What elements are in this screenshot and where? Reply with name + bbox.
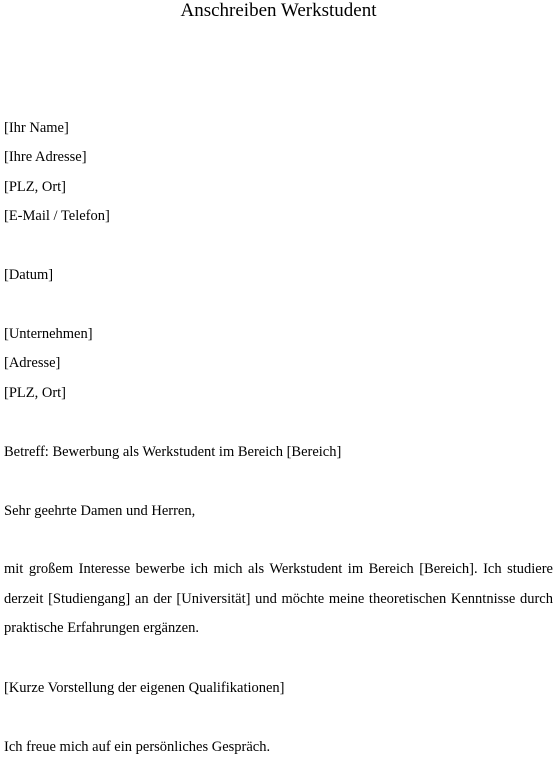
sender-name: [Ihr Name] xyxy=(4,120,69,136)
subject-line: Betreff: Bewerbung als Werkstudent im Bereich [Bereich] xyxy=(4,444,342,460)
sender-zip-city: [PLZ, Ort] xyxy=(4,179,67,195)
document-title: Anschreiben Werkstudent xyxy=(180,0,377,21)
sender-contact: [E-Mail / Telefon] xyxy=(4,208,110,224)
body-line: derzeit [Studiengang] an der [Universität] und möchte meine theoretischen Kenntnisse durch xyxy=(4,590,553,607)
recipient-address: [Adresse] xyxy=(4,355,61,371)
body-line: mit großem Interesse bewerbe ich mich als Werkstudent im Bereich [Bereich]. Ich studiere xyxy=(4,561,553,577)
salutation: Sehr geehrte Damen und Herren, xyxy=(4,503,196,519)
letter-date: [Datum] xyxy=(4,267,54,283)
body-paragraph xyxy=(4,555,553,644)
body-line: praktische Erfahrungen ergänzen. xyxy=(4,620,199,636)
sender-address: [Ihre Adresse] xyxy=(4,149,87,165)
closing-sentence: Ich freue mich auf ein persönliches Gespräch. xyxy=(4,739,271,755)
recipient-zip-city: [PLZ, Ort] xyxy=(4,385,67,401)
qualifications-placeholder: [Kurze Vorstellung der eigenen Qualifikationen] xyxy=(4,680,285,696)
recipient-company: [Unternehmen] xyxy=(4,326,93,342)
